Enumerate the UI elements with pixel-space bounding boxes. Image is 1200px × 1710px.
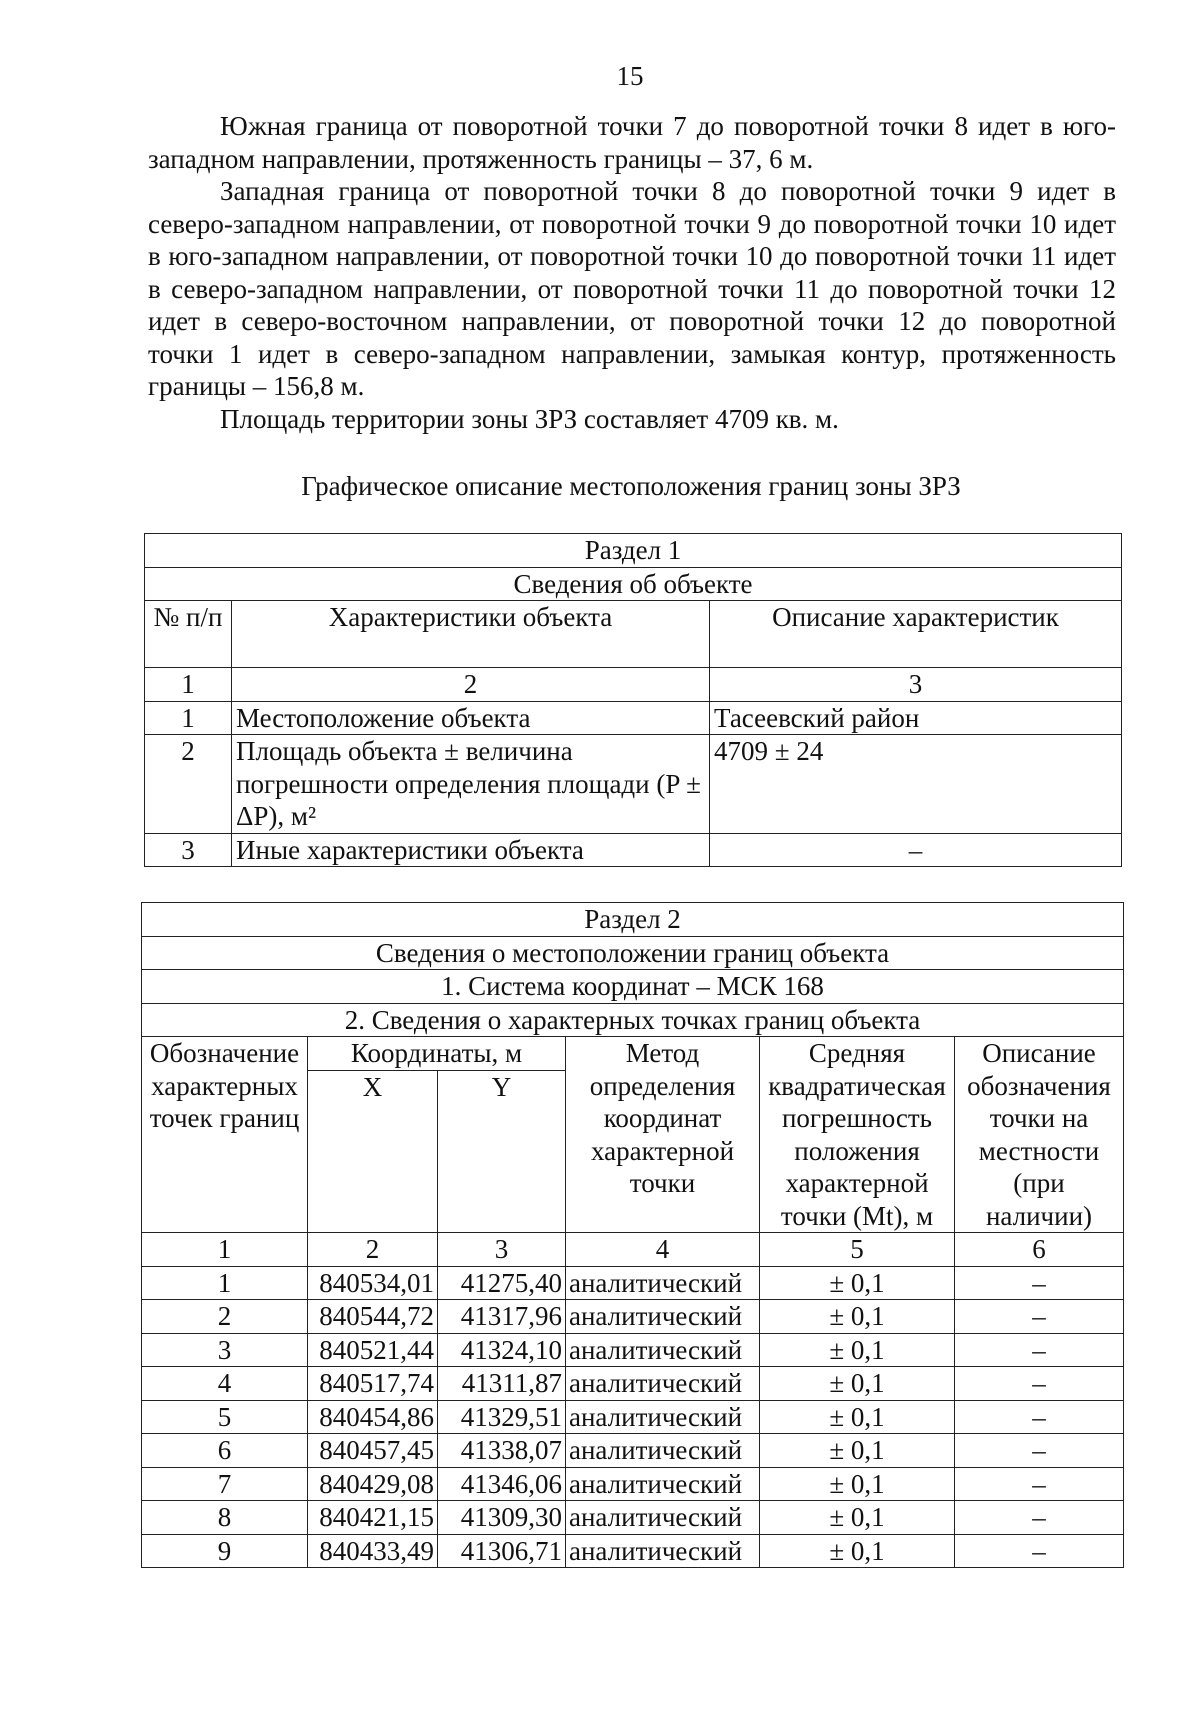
point-description: – [955,1300,1124,1334]
point-description: – [955,1266,1124,1300]
method-cell: аналитический [566,1333,760,1367]
table-row [142,1266,1124,1300]
header-num: № п/п [145,601,232,668]
coord-x: 840534,01 [308,1266,438,1300]
coord-y: 41311,87 [438,1367,566,1401]
point-label: 4 [142,1367,308,1401]
header-coordinates: Координаты, м [308,1037,566,1071]
col-number: 3 [710,668,1122,702]
table-row [142,1300,1124,1334]
header-characteristics: Характеристики объекта [232,601,710,668]
point-description: – [955,1501,1124,1535]
section2-table [141,902,1124,1568]
point-description: – [955,1367,1124,1401]
point-description: – [955,1333,1124,1367]
table-row [142,1400,1124,1434]
point-label: 8 [142,1501,308,1535]
point-description: – [955,1534,1124,1568]
coord-y: 41306,71 [438,1534,566,1568]
paragraph-area: Площадь территории зоны ЗРЗ составляет 4709 кв. м. [220,403,839,434]
col-number: 2 [308,1233,438,1267]
col-number: 6 [955,1233,1124,1267]
point-label: 1 [142,1266,308,1300]
col-number: 1 [142,1233,308,1267]
table-row [142,1467,1124,1501]
table-row [142,1333,1124,1367]
method-cell: аналитический [566,1400,760,1434]
header-description: Описание характеристик [710,601,1122,668]
row-num: 3 [145,833,232,867]
coord-y: 41324,10 [438,1333,566,1367]
error-cell: ± 0,1 [760,1300,955,1334]
paragraph-south-boundary: Южная граница от поворотной точки 7 до поворотной точки 8 идет в юго-западном направлении, протяженность границы – 37, 6 м. [148,111,1116,174]
section2-subtitle: Сведения о местоположении границ объекта [142,936,1124,970]
graphical-description-title: Графическое описание местоположения границ зоны ЗРЗ [301,471,961,501]
coord-y: 41309,30 [438,1501,566,1535]
header-point-description: Описание обозначения точки на местности (при наличии) [955,1037,1124,1233]
table-row [142,1367,1124,1401]
section1-subtitle: Сведения об объекте [145,567,1122,601]
col-number: 3 [438,1233,566,1267]
row-characteristic: Иные характеристики объекта [232,833,710,867]
point-description: – [955,1400,1124,1434]
method-cell: аналитический [566,1434,760,1468]
row-description: Тасеевский район [710,701,1122,735]
error-cell: ± 0,1 [760,1534,955,1568]
point-label: 2 [142,1300,308,1334]
point-label: 9 [142,1534,308,1568]
table-row [145,833,1122,867]
row-description: – [710,833,1122,867]
row-description: 4709 ± 24 [710,735,1122,834]
coord-x: 840457,45 [308,1434,438,1468]
method-cell: аналитический [566,1534,760,1568]
coord-y: 41329,51 [438,1400,566,1434]
coord-system: 1. Система координат – МСК 168 [142,970,1124,1004]
method-cell: аналитический [566,1367,760,1401]
method-cell: аналитический [566,1467,760,1501]
point-description: – [955,1434,1124,1468]
page-number: 15 [616,61,644,91]
point-label: 3 [142,1333,308,1367]
row-characteristic: Местоположение объекта [232,701,710,735]
coord-x: 840544,72 [308,1300,438,1334]
point-label: 7 [142,1467,308,1501]
section1-table [144,533,1122,867]
coord-x: 840517,74 [308,1367,438,1401]
point-description: – [955,1467,1124,1501]
coord-x: 840421,15 [308,1501,438,1535]
table-row [145,701,1122,735]
point-label: 6 [142,1434,308,1468]
method-cell: аналитический [566,1501,760,1535]
header-x: X [308,1070,438,1232]
table-row [145,735,1122,834]
coord-x: 840429,08 [308,1467,438,1501]
table-row [142,1534,1124,1568]
error-cell: ± 0,1 [760,1467,955,1501]
col-number: 2 [232,668,710,702]
header-designation: Обозначение характерных точек границ [142,1037,308,1233]
coord-y: 41338,07 [438,1434,566,1468]
paragraph-west-boundary: Западная граница от поворотной точки 8 до поворотной точки 9 идет в северо-западном направлении, от поворотной точки 9 до поворотной точки 10 идет в юго-западном направлении, от поворотной точки 10 до поворотной точки 11 идет в северо-западном направлении, от поворотной точки 11 до поворотной точки 12 идет в северо-восточном направлении, от поворотной точки 12 до поворотной точки 1 идет в северо-западном направлении, замыкая контур, протяженность границы – 156,8 м. [148,176,1116,401]
body-text [148,110,1116,435]
section2-title: Раздел 2 [142,903,1124,937]
method-cell: аналитический [566,1266,760,1300]
error-cell: ± 0,1 [760,1501,955,1535]
error-cell: ± 0,1 [760,1367,955,1401]
col-number: 5 [760,1233,955,1267]
row-num: 1 [145,701,232,735]
table-row [142,1501,1124,1535]
col-number: 1 [145,668,232,702]
col-number: 4 [566,1233,760,1267]
points-table-body [142,1266,1124,1568]
row-num: 2 [145,735,232,834]
error-cell: ± 0,1 [760,1333,955,1367]
header-y: Y [438,1070,566,1232]
error-cell: ± 0,1 [760,1434,955,1468]
coord-y: 41275,40 [438,1266,566,1300]
coord-x: 840433,49 [308,1534,438,1568]
error-cell: ± 0,1 [760,1266,955,1300]
method-cell: аналитический [566,1300,760,1334]
section1-title: Раздел 1 [145,534,1122,568]
points-title: 2. Сведения о характерных точках границ объекта [142,1003,1124,1037]
point-label: 5 [142,1400,308,1434]
coord-x: 840521,44 [308,1333,438,1367]
coord-y: 41346,06 [438,1467,566,1501]
error-cell: ± 0,1 [760,1400,955,1434]
table-row [142,1434,1124,1468]
coord-y: 41317,96 [438,1300,566,1334]
coord-x: 840454,86 [308,1400,438,1434]
row-characteristic: Площадь объекта ± величина погрешности определения площади (P ± ΔP), м² [232,735,710,834]
header-error: Средняя квадратическая погрешность положения характерной точки (Mt), м [760,1037,955,1233]
header-method: Метод определения координат характерной точки [566,1037,760,1233]
